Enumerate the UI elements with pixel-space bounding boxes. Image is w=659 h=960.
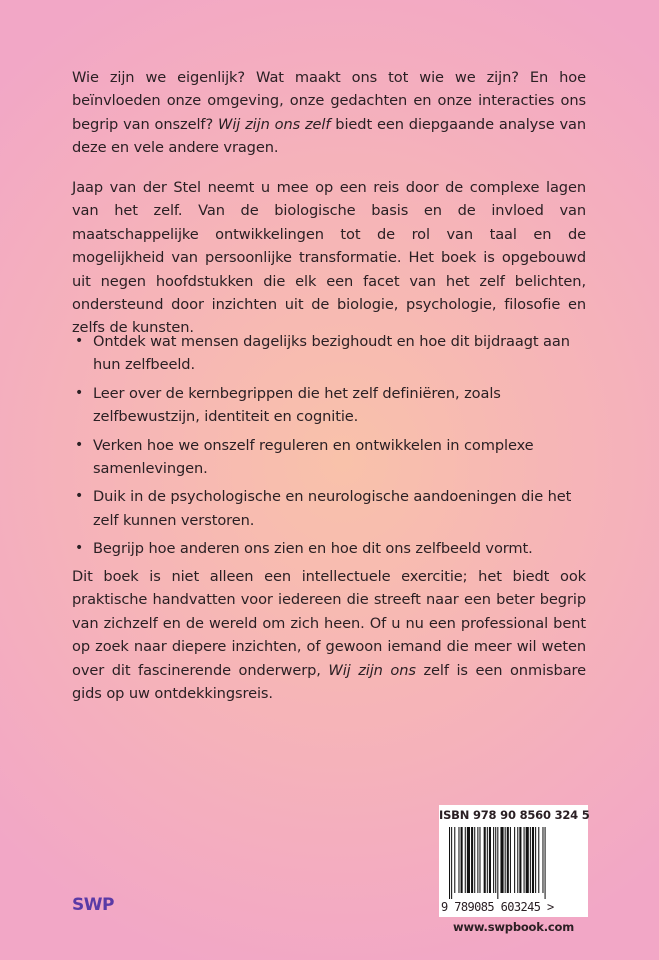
closing-text-2: zelf is een onmisbare gids op uw ontdekkingsreis. xyxy=(72,661,586,703)
barcode-digits: 9 789085 603245 > xyxy=(441,900,554,914)
website-url: www.swpbook.com xyxy=(453,920,574,934)
isbn-label: ISBN 978 90 8560 324 5 xyxy=(439,808,590,822)
bullet-list xyxy=(72,330,592,566)
about-paragraph xyxy=(72,176,586,340)
intro-text-2: biedt een diepgaande analyse van deze en vele andere vragen. xyxy=(72,115,586,157)
bullet-icon: • xyxy=(75,333,84,349)
bullet-icon: • xyxy=(75,540,84,557)
intro-text-1: Wie zijn we eigenlijk? Wat maakt ons tot wie we zijn? En hoe beïnvloeden onze omgeving, onze gedachten en onze interacties ons begrip van onszelf? xyxy=(72,69,586,133)
intro-paragraph xyxy=(72,66,586,160)
bullet-text: Verken hoe we onszelf reguleren en ontwikkelen in complexe samenlevingen. xyxy=(93,436,534,478)
intro-book-title: Wij zijn ons zelf xyxy=(217,115,331,133)
barcode-icon xyxy=(447,827,583,899)
closing-text-1: Dit boek is niet alleen een intellectuele exercitie; het biedt ook praktische handvatten voor iedereen die streeft naar een beter begrip van zichzelf en de wereld om zich heen. Of u nu een professional bent op zoek naar diepere inzichten, of gewoon iemand die meer wil weten over dit fascinerende onderwerp, xyxy=(72,568,586,679)
bullet-icon: • xyxy=(75,488,84,505)
list-item xyxy=(72,382,592,429)
bullet-text: Duik in de psychologische en neurologische aandoeningen die het zelf kunnen verstoren. xyxy=(93,488,572,529)
publisher-logo: SWP xyxy=(72,895,114,915)
bullet-text: Begrijp hoe anderen ons zien en hoe dit ons zelfbeeld vormt. xyxy=(93,540,533,558)
list-item xyxy=(72,485,592,532)
list-item xyxy=(72,330,592,377)
list-item xyxy=(72,537,592,560)
closing-paragraph xyxy=(72,565,586,705)
barcode-box xyxy=(439,805,588,917)
closing-book-title: Wij zijn ons xyxy=(328,661,416,679)
bullet-text: Leer over de kernbegrippen die het zelf definiëren, zoals zelfbewustzijn, identiteit en cognitie. xyxy=(93,384,501,426)
about-text: Jaap van der Stel neemt u mee op een reis door de complexe lagen van het zelf. Van de biologische basis en de invloed van maatschappelijke ontwikkelingen tot de rol van taal en de mogelijkheid van persoonlijke transformatie. Het boek is opgebouwd uit negen hoofdstukken die elk een facet van het zelf belichten, ondersteund door inzichten uit de biologie, psychologie, filosofie en zelfs de kunsten. xyxy=(72,179,586,337)
bullet-icon: • xyxy=(75,436,84,453)
bullet-text: Ontdek wat mensen dagelijks bezighoudt en hoe dit bijdraagt aan hun zelfbeeld. xyxy=(93,333,570,374)
bullet-icon: • xyxy=(75,384,84,401)
list-item xyxy=(72,434,592,481)
